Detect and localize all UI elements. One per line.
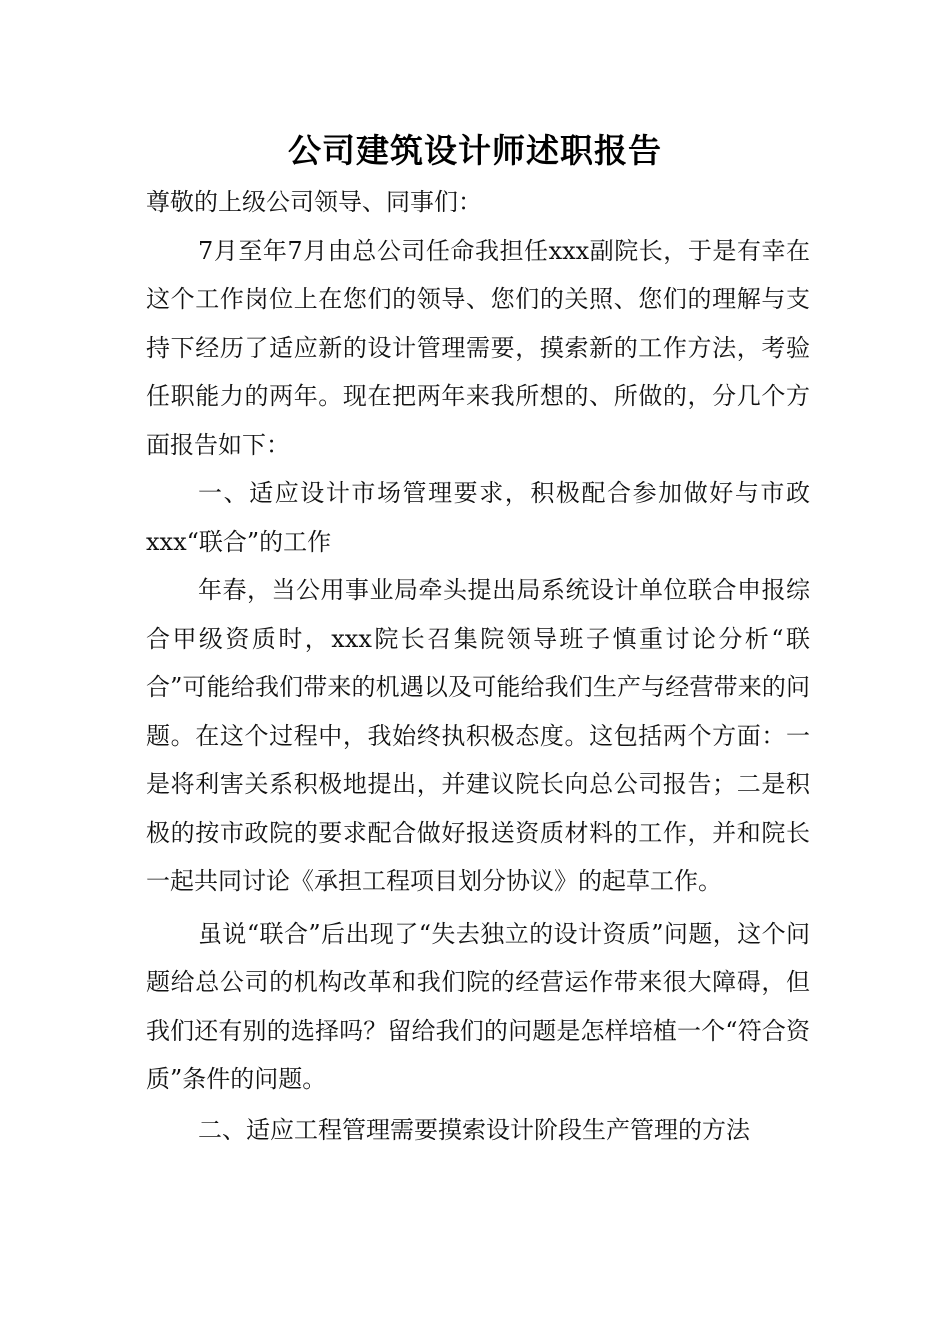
paragraph-intro: 7月至年7月由总公司任命我担任xxx副院长，于是有幸在这个工作岗位上在您们的领导、您们的关照、您们的理解与支持下经历了适应新的设计管理需要，摸索新的工作方法，考验任职能力的两年。现在把两年来我所想的、所做的，分几个方面报告如下：: [146, 236, 810, 459]
document-title: 公司建筑设计师述职报告: [288, 131, 662, 170]
paragraph-union: 年春，当公用事业局牵头提出局系统设计单位联合申报综合甲级资质时，xxx院长召集院领导班子慎重讨论分析“联合”可能给我们带来的机遇以及可能给我们生产与经营带来的问题。在这个过程中，我始终执积极态度。这包括两个方面：一是将利害关系积极地提出，并建议院长向总公司报告；二是积极的按市政院的要求配合做好报送资质材料的工作，并和院长一起共同讨论《承担工程项目划分协议》的起草工作。: [146, 576, 810, 895]
section-heading-2: 二、适应工程管理需要摸索设计阶段生产管理的方法: [198, 1115, 750, 1144]
section-heading-1: 一、适应设计市场管理要求，积极配合参加做好与市政xxx“联合”的工作: [146, 479, 810, 556]
document-body: [146, 178, 810, 1154]
salutation: 尊敬的上级公司领导、同事们：: [146, 188, 482, 216]
paragraph-qualification: 虽说“联合”后出现了“失去独立的设计资质”问题，这个问题给总公司的机构改革和我们院的经营运作带来很大障碍，但我们还有别的选择吗？留给我们的问题是怎样培植一个“符合资质”条件的问题。: [146, 919, 810, 1093]
